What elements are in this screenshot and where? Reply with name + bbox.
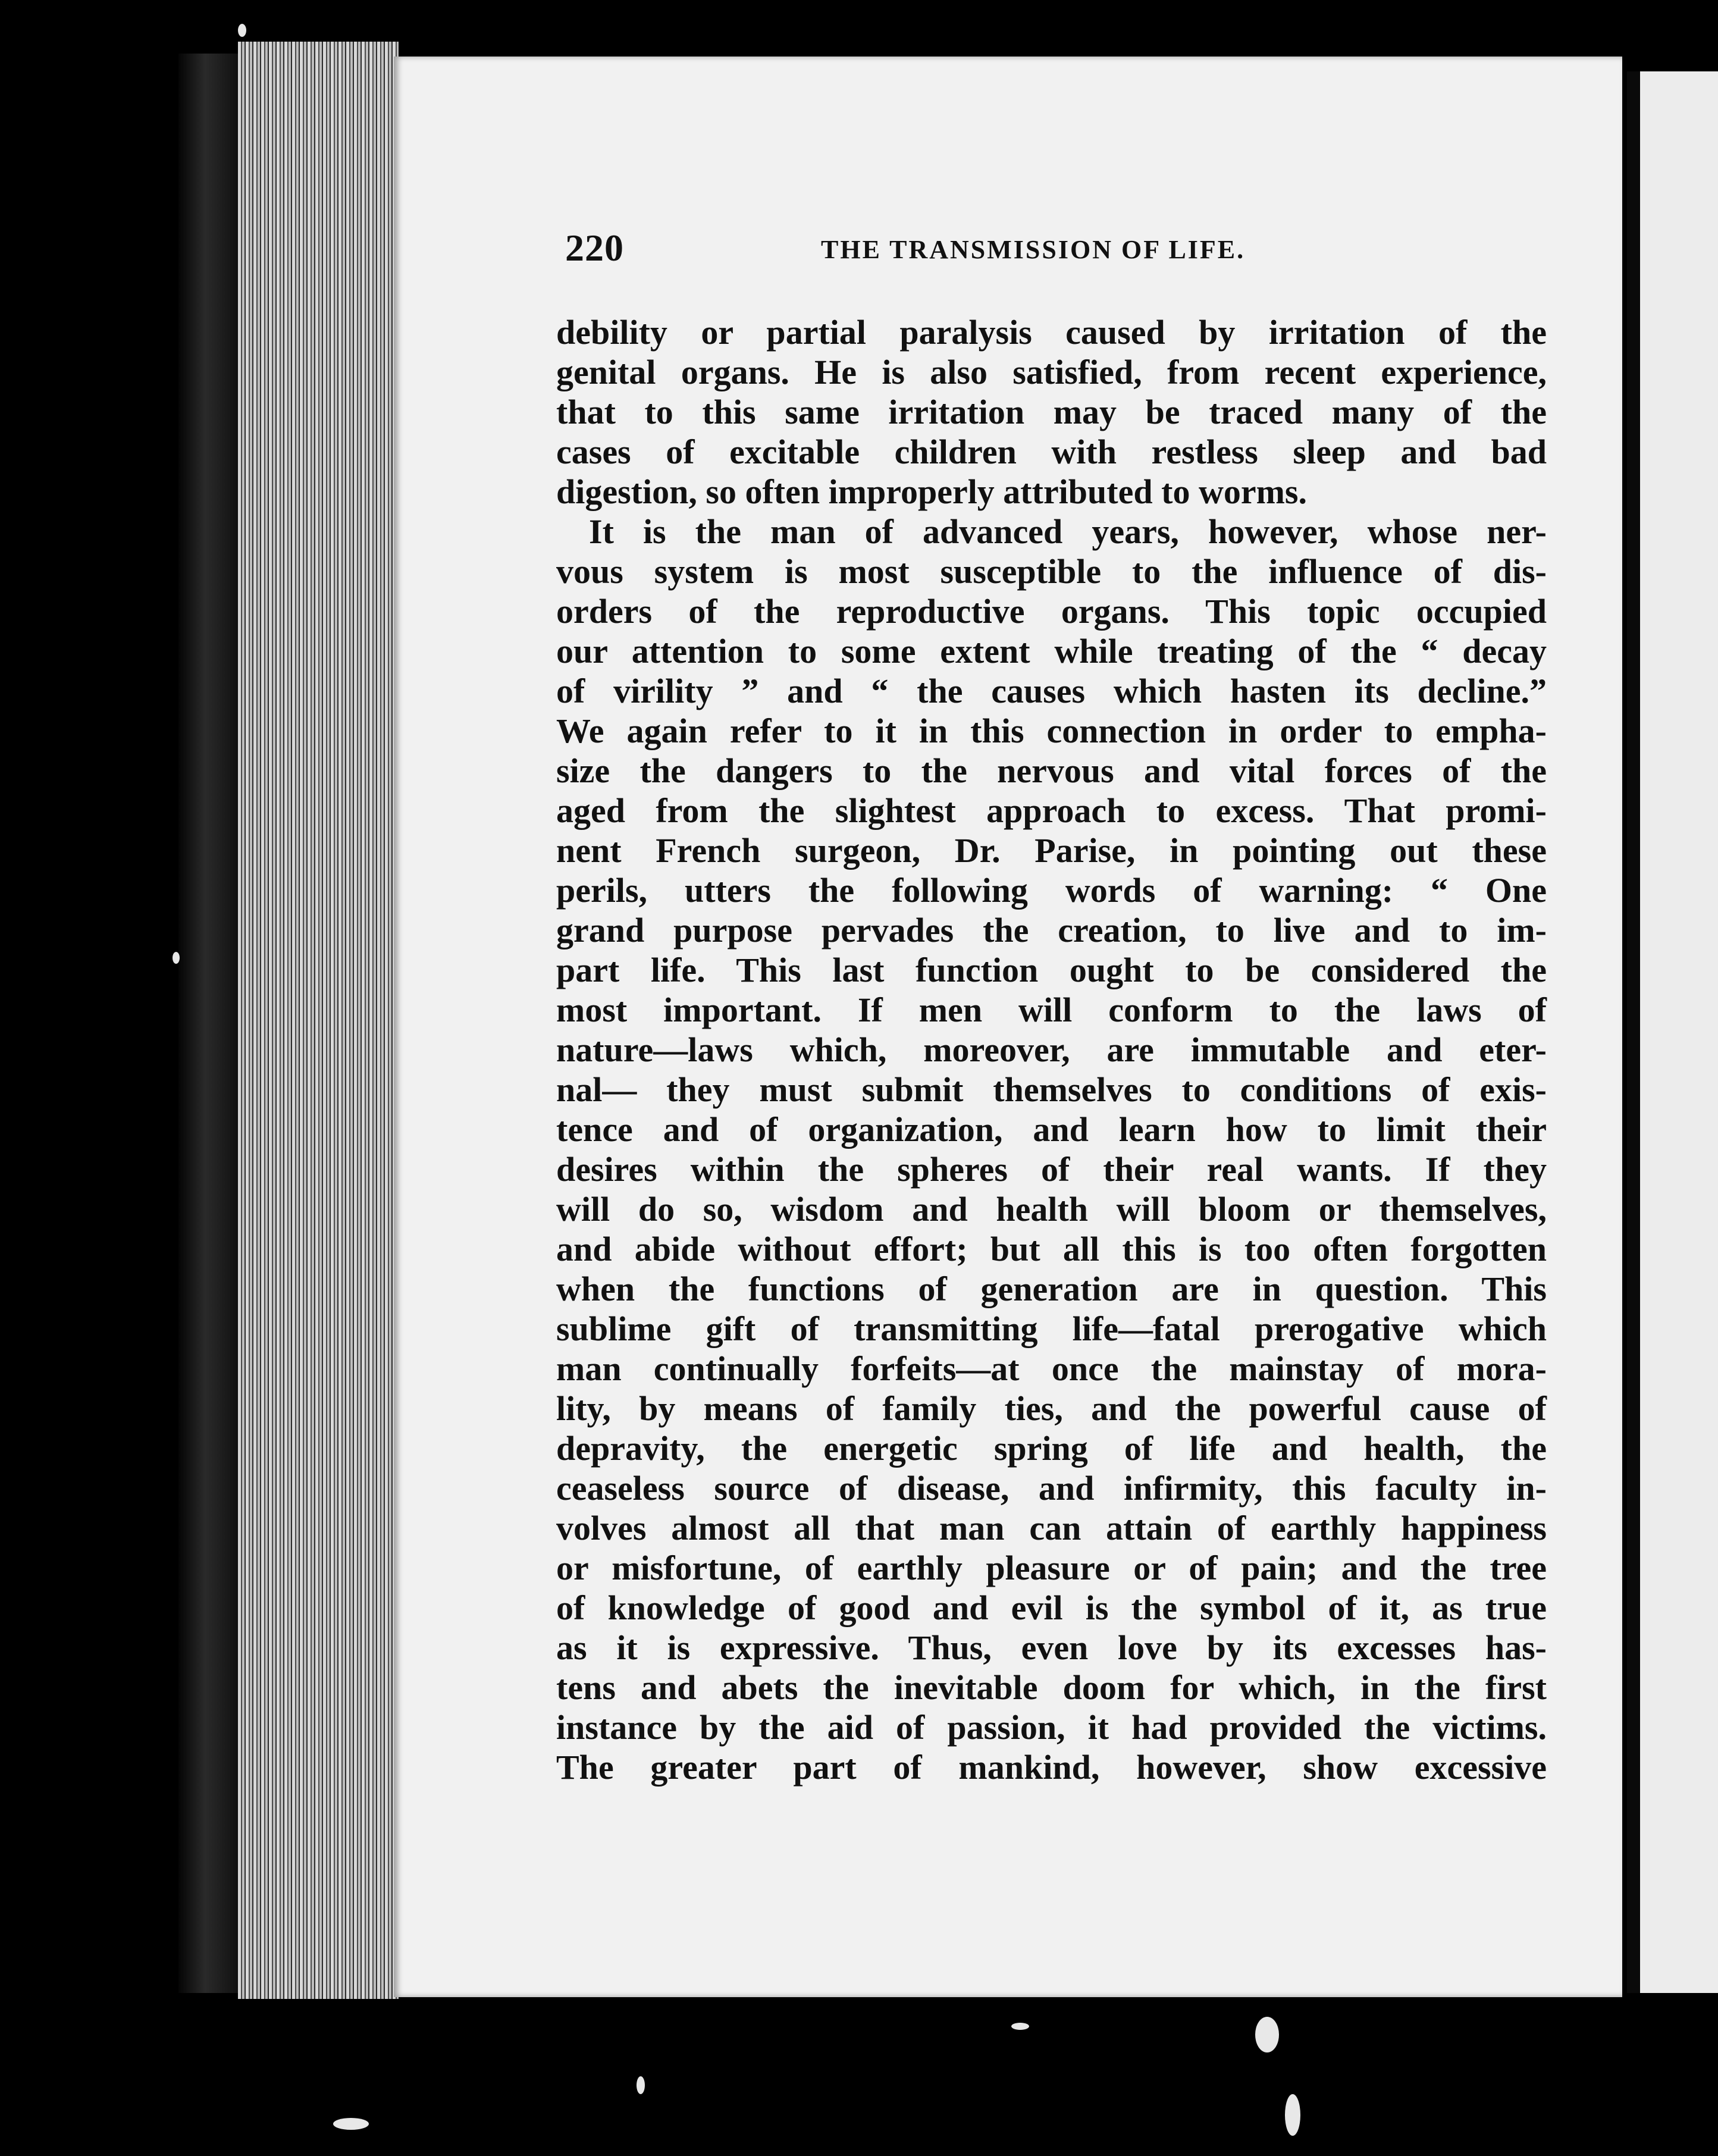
- facing-page-edge: [1627, 71, 1718, 1993]
- text-line: most important. If men will conform to the laws of: [556, 991, 1547, 1029]
- scan-speck: [238, 24, 246, 37]
- text-line: aged from the slightest approach to excess. That promi-: [556, 791, 1547, 830]
- text-line: We again refer to it in this connection in order to empha-: [556, 712, 1547, 750]
- text-line: nent French surgeon, Dr. Parise, in pointing out these: [556, 831, 1547, 870]
- text-line: instance by the aid of passion, it had provided the victims.: [556, 1708, 1547, 1747]
- text-line: digestion, so often improperly attributed to worms.: [556, 472, 1307, 511]
- scan-speck: [1011, 2023, 1029, 2030]
- text-line: grand purpose pervades the creation, to live and to im-: [556, 911, 1547, 949]
- text-line: depravity, the energetic spring of life and health, the: [556, 1429, 1547, 1468]
- text-line: It is the man of advanced years, however, whose ner-: [589, 512, 1547, 551]
- scan-speck: [1255, 2017, 1279, 2052]
- text-line: lity, by means of family ties, and the powerful cause of: [556, 1389, 1547, 1428]
- page-edges: [238, 42, 399, 1999]
- text-line: size the dangers to the nervous and vital forces of the: [556, 751, 1547, 790]
- text-line: of virility ” and “ the causes which hasten its decline.”: [556, 672, 1547, 710]
- text-line: part life. This last function ought to be considered the: [556, 951, 1547, 989]
- text-line: desires within the spheres of their real wants. If they: [556, 1150, 1547, 1189]
- text-line: tence and of organization, and learn how to limit their: [556, 1110, 1547, 1149]
- text-line: nature—laws which, moreover, are immutable and eter-: [556, 1030, 1547, 1069]
- text-line: ceaseless source of disease, and infirmity, this faculty in-: [556, 1469, 1547, 1508]
- text-line: when the functions of generation are in question. This: [556, 1270, 1547, 1308]
- book-spine-shadow: [178, 54, 238, 1993]
- text-line: debility or partial paralysis caused by irritation of the: [556, 313, 1547, 352]
- text-line: and abide without effort; but all this is too often forgotten: [556, 1230, 1547, 1268]
- text-line: that to this same irritation may be traced many of the: [556, 393, 1547, 431]
- scan-speck: [637, 2076, 645, 2094]
- text-line: man continually forfeits—at once the mainstay of mora-: [556, 1349, 1547, 1388]
- text-line: perils, utters the following words of warning: “ One: [556, 871, 1547, 910]
- text-line: sublime gift of transmitting life—fatal prerogative which: [556, 1309, 1547, 1348]
- scan-speck: [333, 2118, 369, 2130]
- text-line: genital organs. He is also satisfied, from recent experience,: [556, 353, 1547, 391]
- text-line: of knowledge of good and evil is the symbol of it, as true: [556, 1588, 1547, 1627]
- text-line: tens and abets the inevitable doom for which, in the first: [556, 1668, 1547, 1707]
- page-number: 220: [565, 227, 624, 269]
- scan-speck: [173, 952, 180, 964]
- running-head: [565, 226, 1309, 280]
- body-text: [556, 312, 1547, 1787]
- text-line: as it is expressive. Thus, even love by its excesses has-: [556, 1628, 1547, 1667]
- text-line: our attention to some extent while treating of the “ decay: [556, 632, 1547, 670]
- text-line: or misfortune, of earthly pleasure or of pain; and the tree: [556, 1549, 1547, 1587]
- running-title: THE TRANSMISSION OF LIFE.: [821, 235, 1246, 264]
- text-line: The greater part of mankind, however, show excessive: [556, 1748, 1547, 1787]
- text-line: volves almost all that man can attain of earthly happiness: [556, 1509, 1547, 1547]
- text-line: cases of excitable children with restless sleep and bad: [556, 433, 1547, 471]
- text-line: nal— they must submit themselves to conditions of exis-: [556, 1070, 1547, 1109]
- text-line: orders of the reproductive organs. This topic occupied: [556, 592, 1547, 631]
- text-line: will do so, wisdom and health will bloom or themselves,: [556, 1190, 1547, 1229]
- scan-speck: [1285, 2094, 1300, 2136]
- text-line: vous system is most susceptible to the influence of dis-: [556, 552, 1547, 591]
